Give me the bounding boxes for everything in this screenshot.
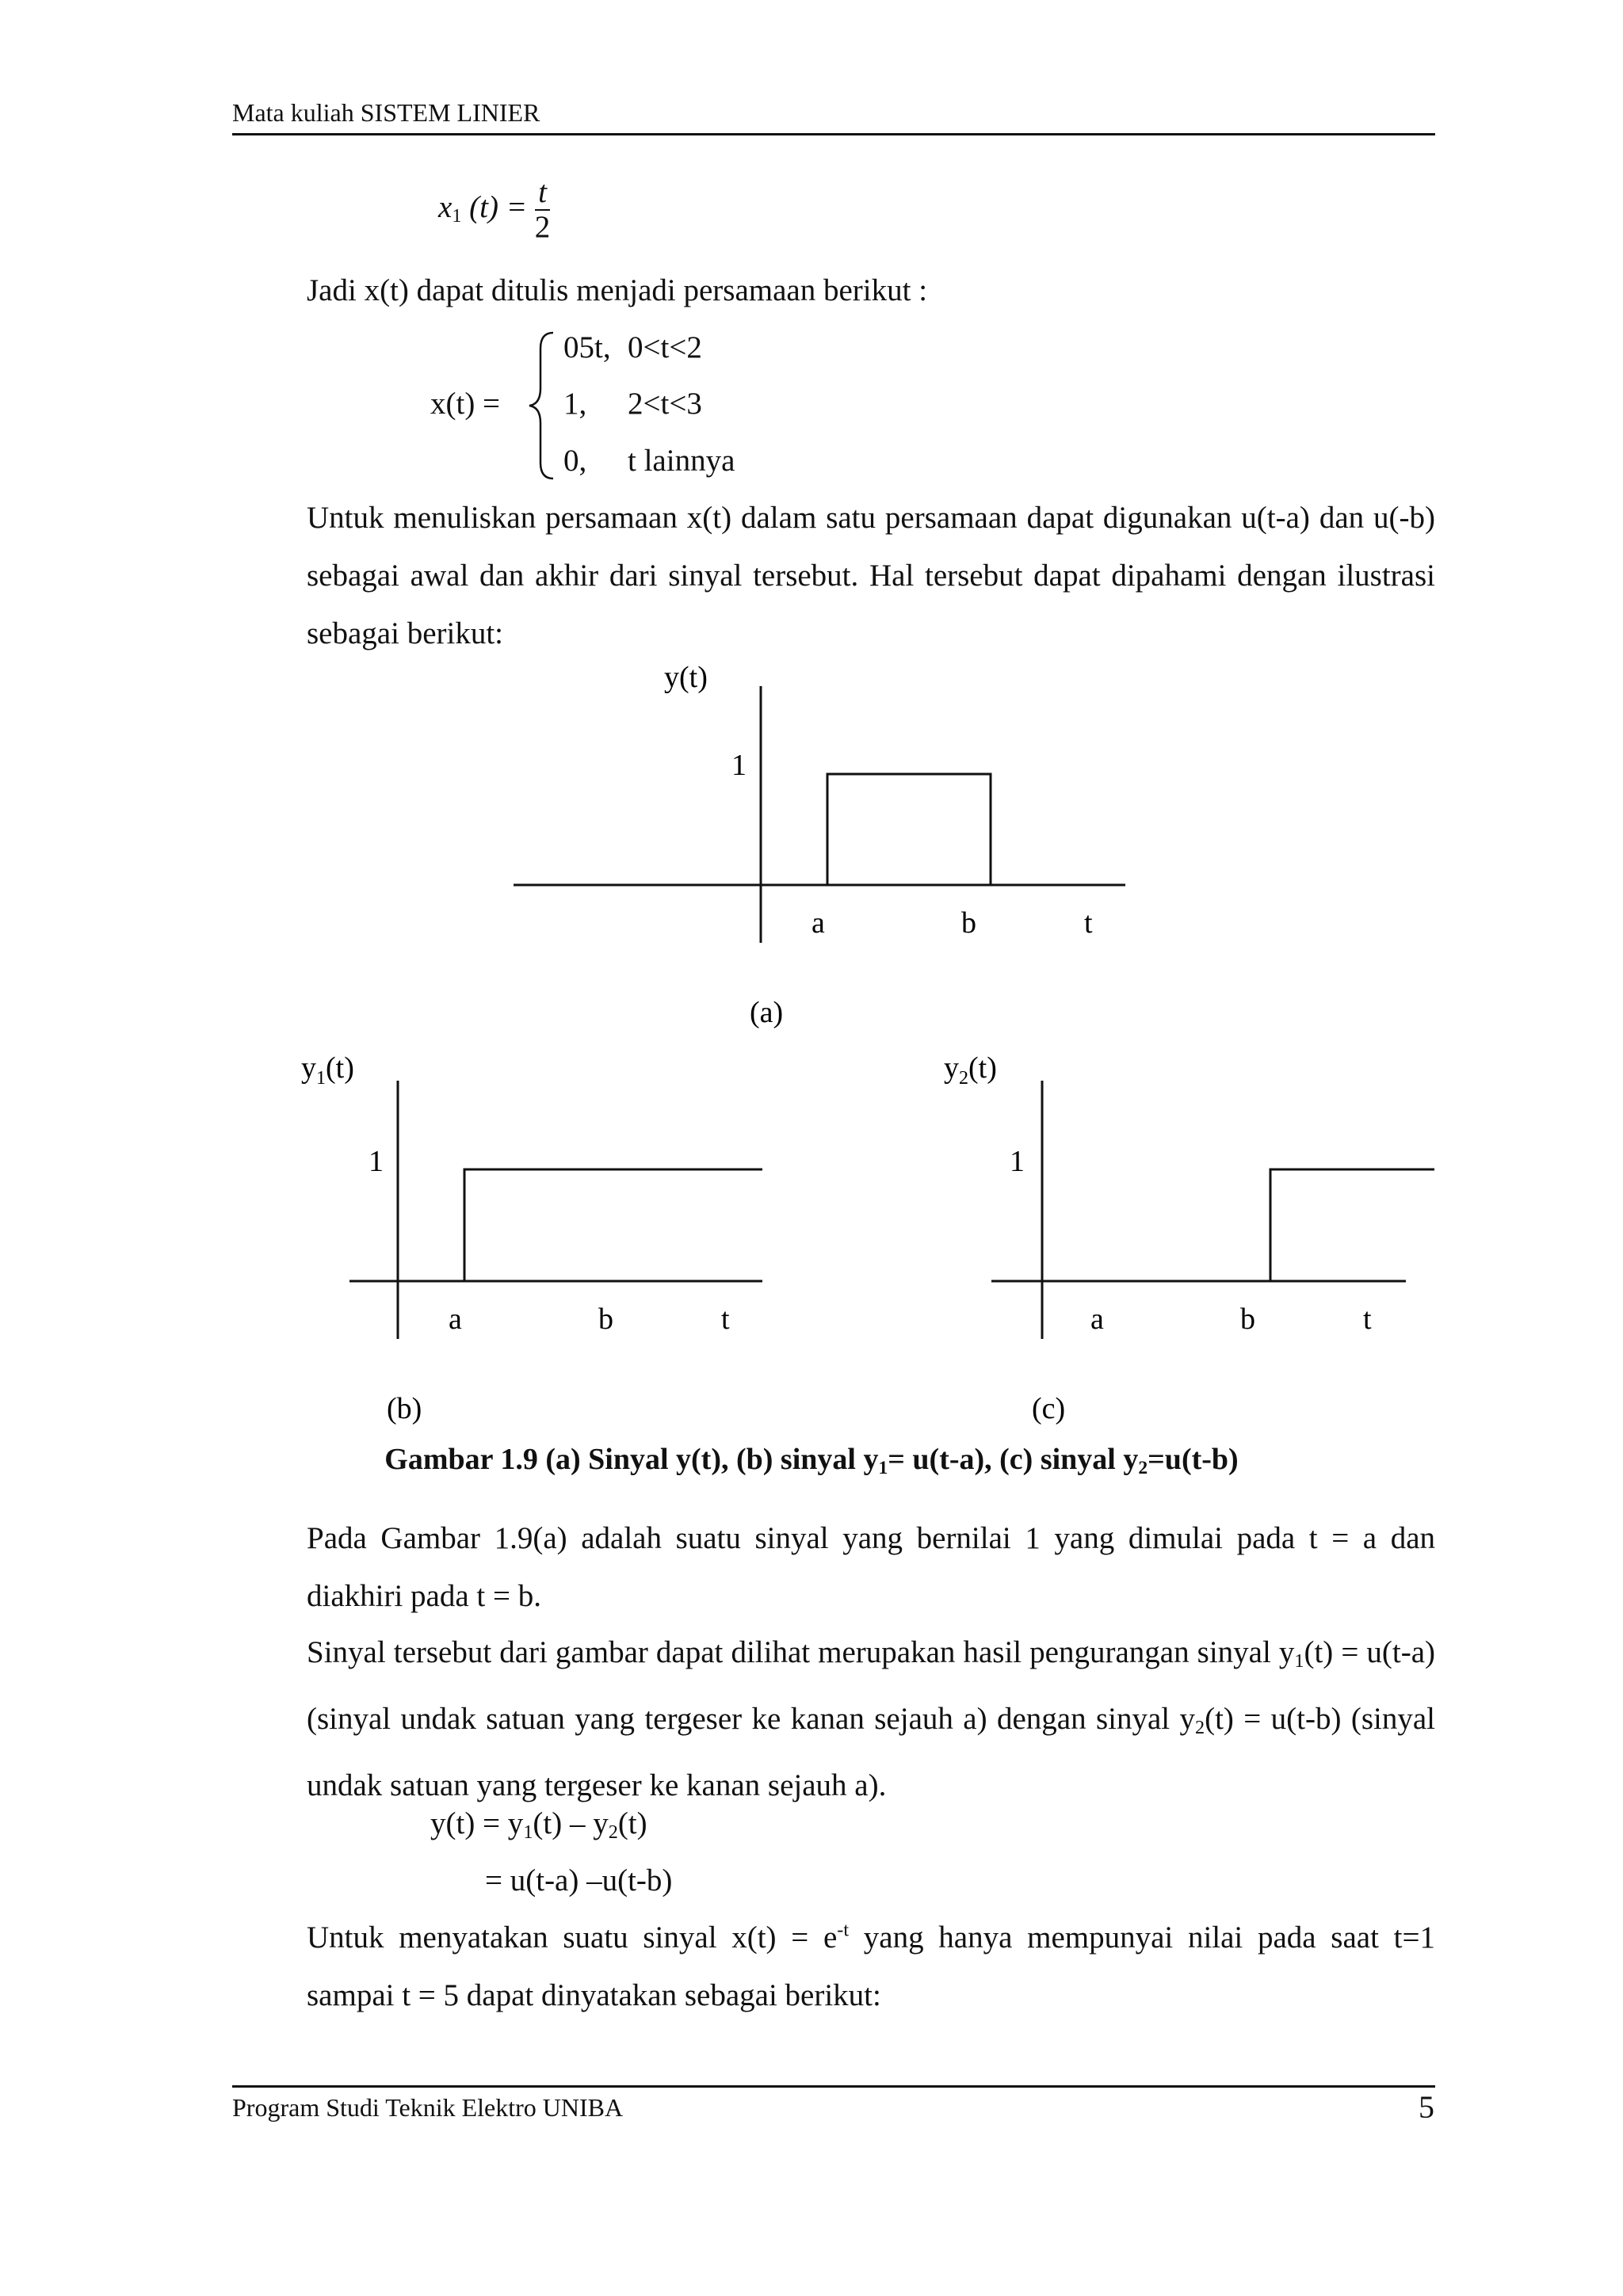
figure-a-label: (a) xyxy=(750,996,784,1029)
piecewise-row-3-cond: t lainnya xyxy=(628,444,735,478)
eq-x1-sub: 1 xyxy=(452,204,462,227)
piecewise-row-2-value: 1, xyxy=(563,387,587,421)
footer-rule xyxy=(232,2085,1435,2088)
figure-b-tick-a: a xyxy=(449,1302,462,1336)
figure-b-tick-t: t xyxy=(721,1302,730,1336)
piecewise-lhs: x(t) = xyxy=(430,387,501,421)
page-number: 5 xyxy=(1419,2089,1434,2125)
figure-a-tick-t: t xyxy=(1084,906,1093,940)
figure-a-tick-b: b xyxy=(961,906,976,940)
paragraph-3: Sinyal tersebut dari gambar dapat dilihat merupakan hasil pengurangan sinyal $y_1(t) = u(t-a)$ (sinyal undak satuan yang tergeser ke kanan sejauh a) dengan sinyal $y_2(t) = u(t-b)$ (sinyal undak satuan yang tergeser ke kanan sejauh a). xyxy=(307,1635,1435,1803)
figure-a-level-label: 1 xyxy=(731,749,747,782)
piecewise-row-2-cond: 2<t<3 xyxy=(628,387,702,421)
running-header: Mata kuliah SISTEM LINIER xyxy=(232,98,540,127)
eq-x1-arg: (t) = xyxy=(469,189,528,224)
eq-x1-numerator: t xyxy=(535,176,551,211)
paragraph-1: Untuk menuliskan persamaan x(t) dalam satu persamaan dapat digunakan u(t-a) dan u(-b) sebagai awal dan akhir dari sinyal tersebut. Hal tersebut dapat dipahami dengan ilustrasi sebagai berikut: xyxy=(307,501,1435,650)
figure-b-level-label: 1 xyxy=(369,1145,384,1178)
figure-a-tick-a: a xyxy=(812,906,825,940)
equation-y-line-1: $y(t) = y_1(t) - y_2(t)$ xyxy=(430,1806,647,1844)
figure-c-tick-a: a xyxy=(1090,1302,1104,1336)
piecewise-row-1-cond: 0<t<2 xyxy=(628,330,702,364)
figure-c-step xyxy=(1270,1169,1434,1281)
equation-y-line-2: = u(t-a) –u(t-b) xyxy=(485,1863,673,1897)
figure-a-pulse xyxy=(827,774,991,885)
figure-a-ylabel: y(t) xyxy=(664,661,708,694)
figure-b-ylabel: $y_1(t)$ xyxy=(301,1051,354,1089)
figure-c-tick-t: t xyxy=(1363,1302,1372,1336)
paragraph-2: Pada Gambar 1.9(a) adalah suatu sinyal yang bernilai 1 yang dimulai pada t = a dan diakhiri pada t = b. xyxy=(307,1521,1435,1613)
figure-b-step xyxy=(464,1169,762,1281)
piecewise-row-3-value: 0, xyxy=(563,444,587,478)
eq-x1-var: x xyxy=(438,189,453,224)
figure-c-ylabel: $y_2(t)$ xyxy=(944,1051,997,1089)
figure-b-label: (b) xyxy=(387,1392,422,1425)
footer-text: Program Studi Teknik Elektro UNIBA xyxy=(232,2093,624,2122)
figure-c-tick-b: b xyxy=(1240,1302,1255,1336)
figure-c-label: (c) xyxy=(1032,1392,1066,1425)
figure-b-tick-b: b xyxy=(598,1302,613,1336)
eq-x1-denominator: 2 xyxy=(534,210,551,244)
text-intro-piecewise: Jadi x(t) dapat ditulis menjadi persamaan berikut : xyxy=(307,273,928,307)
figure-c-level-label: 1 xyxy=(1010,1145,1025,1178)
figure-caption: Gambar 1.9 (a) Sinyal y(t), (b) sinyal $y_1= u(t-a)$, (c) sinyal $y_2=u(t-b)$ xyxy=(384,1443,1239,1478)
paragraph-4: Untuk menyatakan suatu sinyal $x(t) = e^{-t}$ yang hanya mempunyai nilai pada saat t=1 sampai t = 5 dapat dinyatakan sebagai berikut: xyxy=(307,1919,1435,2012)
piecewise-row-1-value: 05t, xyxy=(563,330,611,364)
